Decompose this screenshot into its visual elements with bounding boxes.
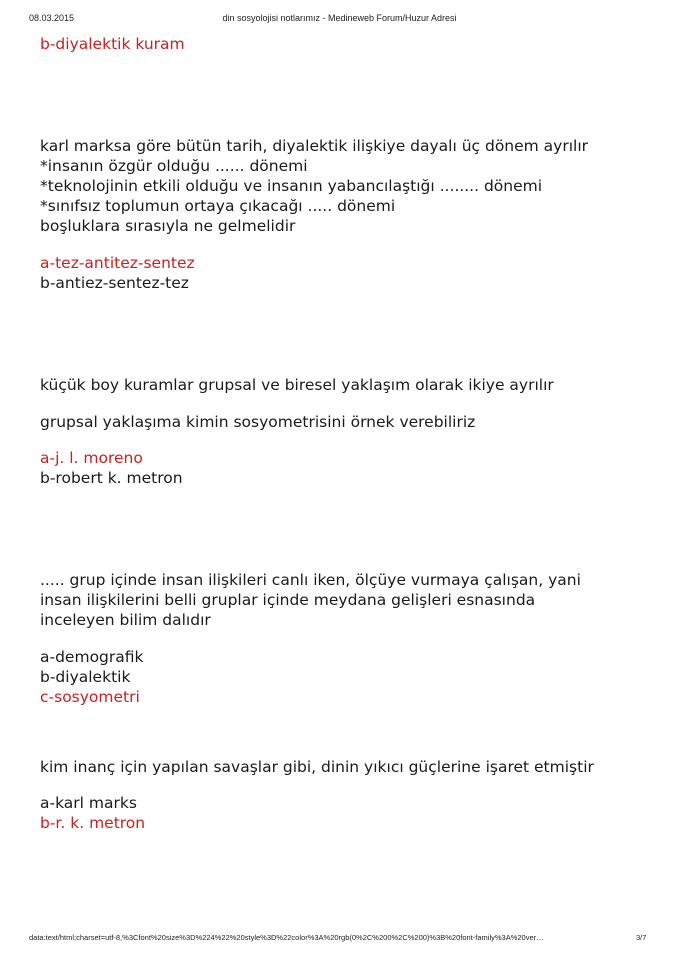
footer-url: data:text/html;charset=utf-8,%3Cfont%20size%3D%224%22%20style%3D%22color%3A%20rgb(0%2C%200%2C%200)%3B%20font-family%3A%20ver… <box>29 933 544 942</box>
question-line: insan ilişkilerini belli gruplar içinde meydana gelişleri esnasında <box>40 591 536 609</box>
page-number: 3/7 <box>636 933 647 942</box>
question-line: inceleyen bilim dalıdır <box>40 611 211 629</box>
option-line: a-karl marks <box>40 794 137 812</box>
answer-line: b-diyalektik kuram <box>40 35 185 53</box>
question-line: grupsal yaklaşıma kimin sosyometrisini örnek verebiliriz <box>40 413 476 431</box>
question-line: *insanın özgür olduğu ...... dönemi <box>40 157 308 175</box>
option-line: b-robert k. metron <box>40 469 183 487</box>
answer-line: b-r. k. metron <box>40 814 146 832</box>
question-line: ..... grup içinde insan ilişkileri canlı iken, ölçüye vurmaya çalışan, yani <box>40 571 581 589</box>
answer-line: c-sosyometri <box>40 688 140 706</box>
question-line: boşluklara sırasıyla ne gelmelidir <box>40 217 296 235</box>
question-line: kim inanç için yapılan savaşlar gibi, dinin yıkıcı güçlerine işaret etmiştir <box>40 758 594 776</box>
option-line: b-diyalektik <box>40 668 131 686</box>
page-title: din sosyolojisi notlarımız - Medineweb Forum/Huzur Adresi <box>222 13 457 23</box>
answer-line: a-tez-antitez-sentez <box>40 254 195 272</box>
question-line: karl marksa göre bütün tarih, diyalektik ilişkiye dayalı üç dönem ayrılır <box>40 137 589 155</box>
question-line: *teknolojinin etkili olduğu ve insanın yabancılaştığı ........ dönemi <box>40 177 543 195</box>
option-line: b-antiez-sentez-tez <box>40 274 189 292</box>
answer-line: a-j. l. moreno <box>40 449 143 467</box>
option-line: a-demografik <box>40 648 144 666</box>
print-date: 08.03.2015 <box>29 13 75 23</box>
question-line: küçük boy kuramlar grupsal ve biresel yaklaşım olarak ikiye ayrılır <box>40 376 554 394</box>
question-line: *sınıfsız toplumun ortaya çıkacağı ..... dönemi <box>40 197 396 215</box>
